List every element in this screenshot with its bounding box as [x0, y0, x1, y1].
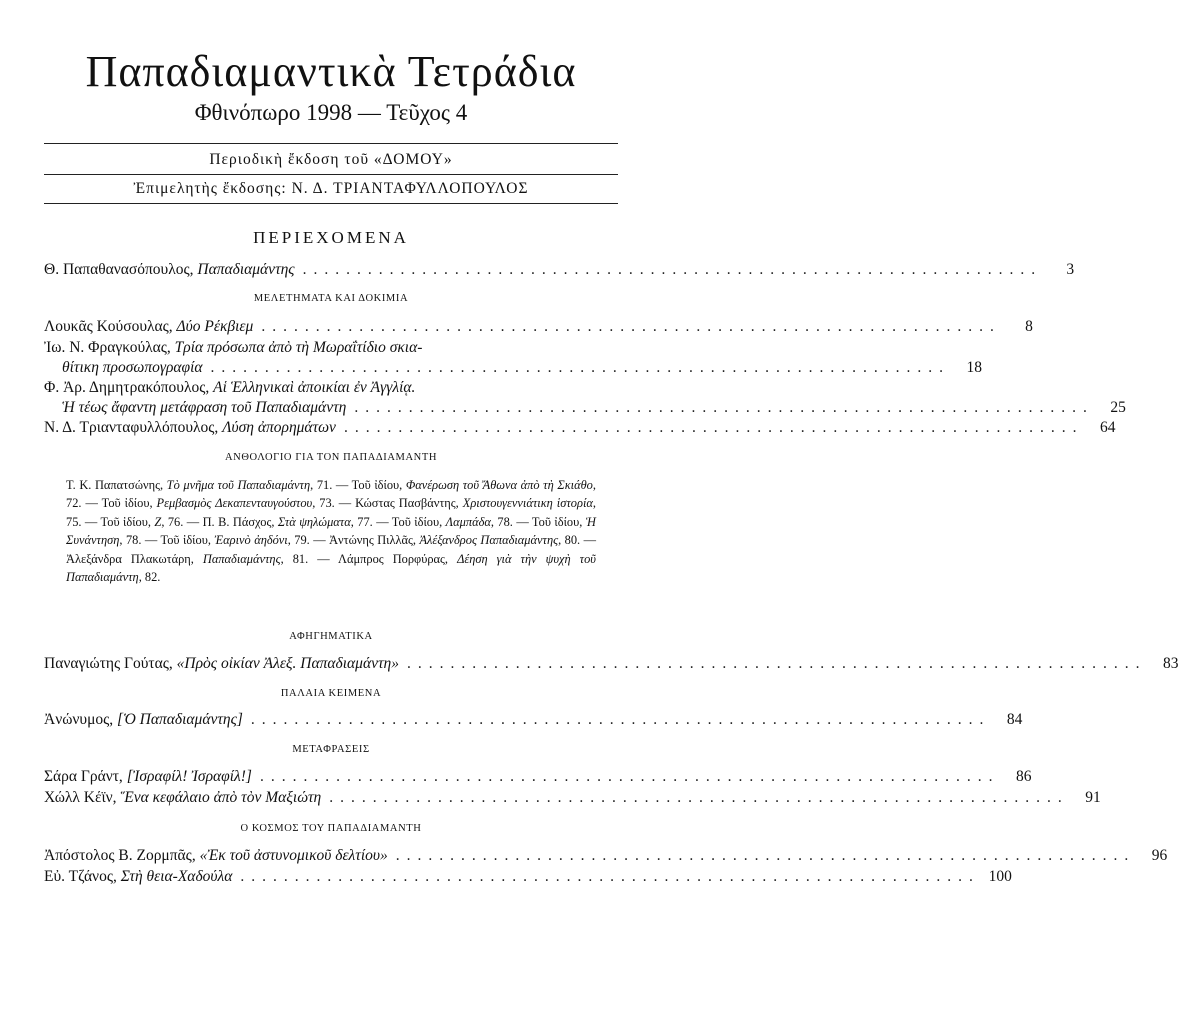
section-heading-narratives: ΑΦΗΓΗΜΑΤΙΚΑ	[289, 631, 373, 642]
entry-page: 3	[1066, 261, 1075, 278]
entry-page: 8	[1025, 318, 1033, 335]
entry-author: Εὐ. Τζάνος,	[44, 868, 121, 885]
toc-entry	[44, 867, 1012, 887]
toc-entry	[44, 260, 1075, 280]
section-heading-translations: ΜΕΤΑΦΡΑΣΕΙΣ	[292, 744, 370, 755]
anthology-paragraph	[66, 476, 596, 586]
anthology-work-title: Ζ	[154, 514, 162, 529]
entry-page: 25	[1110, 399, 1126, 416]
entry-title: Αἱ Ἑλληνικαὶ ἀποικίαι ἐν Ἀγγλίᾳ.	[213, 379, 416, 396]
section-heading-old-texts: ΠΑΛΑΙΑ ΚΕΙΜΕΝΑ	[280, 688, 382, 699]
anthology-work-title: Ρεμβασμὸς Δεκαπενταυγούστου	[156, 496, 313, 511]
issue-subtitle: Φθινόπωρο 1998 — Τεῦχος 4	[194, 100, 468, 125]
anthology-work-title: Δέηση γιὰ τὴν ψυχὴ τοῦ Παπαδιαμάντη	[66, 551, 596, 585]
leader-dots: ....................................................................	[354, 399, 1094, 416]
anthology-work-title: Ἀλέξανδρος Παπαδιαμάντης	[419, 533, 559, 548]
entry-author: Ἰω. Ν. Φραγκούλας,	[44, 339, 175, 356]
anthology-text: , 71. — Τοῦ ἰδίου,	[310, 478, 406, 492]
entry-page: 86	[1015, 768, 1032, 785]
anthology-text: , 82.	[138, 570, 161, 585]
entry-author: Χώλλ Κέϊν,	[44, 789, 121, 806]
leader-dots: ....................................................................	[259, 768, 1000, 785]
entry-author: Φ. Ἀρ. Δημητρακόπουλος,	[44, 379, 214, 396]
anthology-text: , 77. — Τοῦ ἰδίου,	[350, 514, 446, 529]
entry-title: Παπαδιαμάντης	[197, 261, 295, 278]
entry-title-continued: Ἡ τέως ἄφαντη μετάφραση τοῦ Παπαδιαμάντη	[62, 399, 347, 416]
toc-entry	[44, 654, 1178, 674]
entry-page: 91	[1085, 789, 1101, 806]
anthology-work-title: Ἡ Συνάντηση	[66, 514, 596, 548]
toc-entry	[44, 767, 1032, 787]
entry-page: 64	[1099, 419, 1116, 436]
entry-title: Δύο Ρέκβιεμ	[176, 318, 254, 335]
entry-title: [Ὁ Παπαδιαμάντης]	[117, 711, 243, 728]
entry-page: 83	[1162, 655, 1178, 672]
leader-dots: ....................................................................	[250, 711, 991, 728]
toc-entry	[44, 338, 983, 378]
anthology-text: , 79. — Ἀντώνης Πιλλᾶς,	[287, 533, 420, 548]
anthology-text: , 76. — Π. Β. Πάσχος,	[161, 514, 278, 529]
anthology-text: Τ. Κ. Παπατσώνης,	[66, 478, 167, 492]
anthology-work-title: Λαμπάδα	[445, 514, 491, 529]
leader-dots: ....................................................................	[302, 261, 1043, 278]
entry-author: Λουκᾶς Κούσουλας,	[44, 318, 177, 335]
periodical-line: Περιοδικὴ ἔκδοση τοῦ «ΔΟΜΟΥ»	[209, 151, 453, 168]
entry-title: Ἕνα κεφάλαιο ἀπὸ τὸν Μαξιώτη	[120, 789, 322, 806]
anthology-text: , 81. — Λάμπρος Πορφύρας,	[280, 551, 458, 566]
anthology-text: , 72. — Τοῦ ἰδίου,	[66, 478, 596, 511]
toc-entry	[44, 788, 1101, 808]
entry-author: Ν. Δ. Τριανταφυλλόπουλος,	[44, 419, 223, 436]
toc-entry	[44, 418, 1116, 438]
leader-dots: ....................................................................	[210, 359, 951, 376]
entry-author: Θ. Παπαθανασόπουλος,	[44, 261, 198, 278]
anthology-work-title: Φανέρωση τοῦ Ἄθωνα ἀπὸ τὴ Σκιάθο	[405, 478, 593, 492]
entry-title: Στὴ θεια-Χαδούλα	[120, 868, 233, 885]
anthology-text: , 78. — Τοῦ ἰδίου,	[119, 533, 215, 548]
entry-title: Τρία πρόσωπα ἀπὸ τὴ Μωραΐτίδιο σκια-	[174, 339, 423, 356]
anthology-text: , 75. — Τοῦ ἰδίου,	[66, 496, 596, 529]
entry-page: 84	[1006, 711, 1023, 728]
anthology-work-title: Τὸ μνῆμα τοῦ Παπαδιαμάντη	[166, 478, 311, 492]
anthology-work-title: Χριστουγεννιάτικη ἱστορία	[462, 496, 593, 511]
entry-author: Παναγιώτης Γούτας,	[44, 655, 177, 672]
entry-title: «Ἐκ τοῦ ἀστυνομικοῦ δελτίου»	[199, 847, 388, 864]
leader-dots: ....................................................................	[240, 868, 980, 885]
anthology-work-title: Στὰ ψηλώματα	[277, 514, 351, 529]
rule-top	[44, 143, 618, 144]
section-heading-anthology: ΑΝΘΟΛΟΓΙΟ ΓΙΑ ΤΟΝ ΠΑΠΑΔΙΑΜΑΝΤΗ	[224, 452, 438, 463]
toc-entry	[44, 710, 1023, 730]
contents-heading: ΠΕΡΙΕΧΟΜΕΝΑ	[253, 228, 409, 247]
entry-author: Ἀπόστολος Β. Ζορμπᾶς,	[44, 847, 200, 864]
anthology-text: , 73. — Κώστας Πασβάντης,	[312, 496, 463, 511]
anthology-text: , 78. — Τοῦ ἰδίου,	[490, 514, 586, 529]
leader-dots: ....................................................................	[261, 318, 1001, 335]
entry-author: Σάρα Γράντ,	[44, 768, 127, 785]
entry-title: Λύση ἀπορημάτων	[222, 419, 336, 436]
leader-dots: ....................................................................	[329, 789, 1069, 806]
entry-author: Ἀνώνυμος,	[44, 711, 118, 728]
entry-page: 100	[988, 868, 1012, 885]
leader-dots: ....................................................................	[343, 419, 1084, 436]
leader-dots: ....................................................................	[406, 655, 1147, 672]
entry-title-continued: θίτικη προσωπογραφία	[62, 359, 203, 376]
section-heading-studies: ΜΕΛΕΤΗΜΑΤΑ ΚΑΙ ΔΟΚΙΜΙΑ	[253, 293, 409, 304]
journal-title: Παπαδιαμαντικὰ Τετράδια	[85, 47, 577, 96]
entry-title: [Ἰσραφίλ! Ἰσραφίλ!]	[126, 768, 252, 785]
section-heading-world: Ο ΚΟΣΜΟΣ ΤΟΥ ΠΑΠΑΔΙΑΜΑΝΤΗ	[240, 823, 422, 834]
entry-title: «Πρὸς οἰκίαν Ἀλεξ. Παπαδιαμάντη»	[176, 655, 399, 672]
entry-page: 18	[966, 359, 983, 376]
anthology-text: , 80. — Ἀλεξάνδρα Πλακωτάρη,	[66, 533, 596, 566]
entry-page: 96	[1151, 847, 1168, 864]
toc-entry	[44, 317, 1033, 337]
rule-middle	[44, 174, 618, 175]
rule-bottom	[44, 203, 618, 204]
anthology-work-title: Παπαδιαμάντης	[202, 551, 281, 566]
editor-line: Ἐπιμελητὴς ἔκδοσης: Ν. Δ. ΤΡΙΑΝΤΑΦΥΛΛΟΠΟΥΛΟΣ	[133, 180, 529, 197]
toc-entry	[44, 378, 1126, 418]
anthology-work-title: Ἐαρινὸ ἀηδόνι	[214, 533, 288, 548]
leader-dots: ....................................................................	[395, 847, 1136, 864]
toc-entry	[44, 846, 1168, 866]
